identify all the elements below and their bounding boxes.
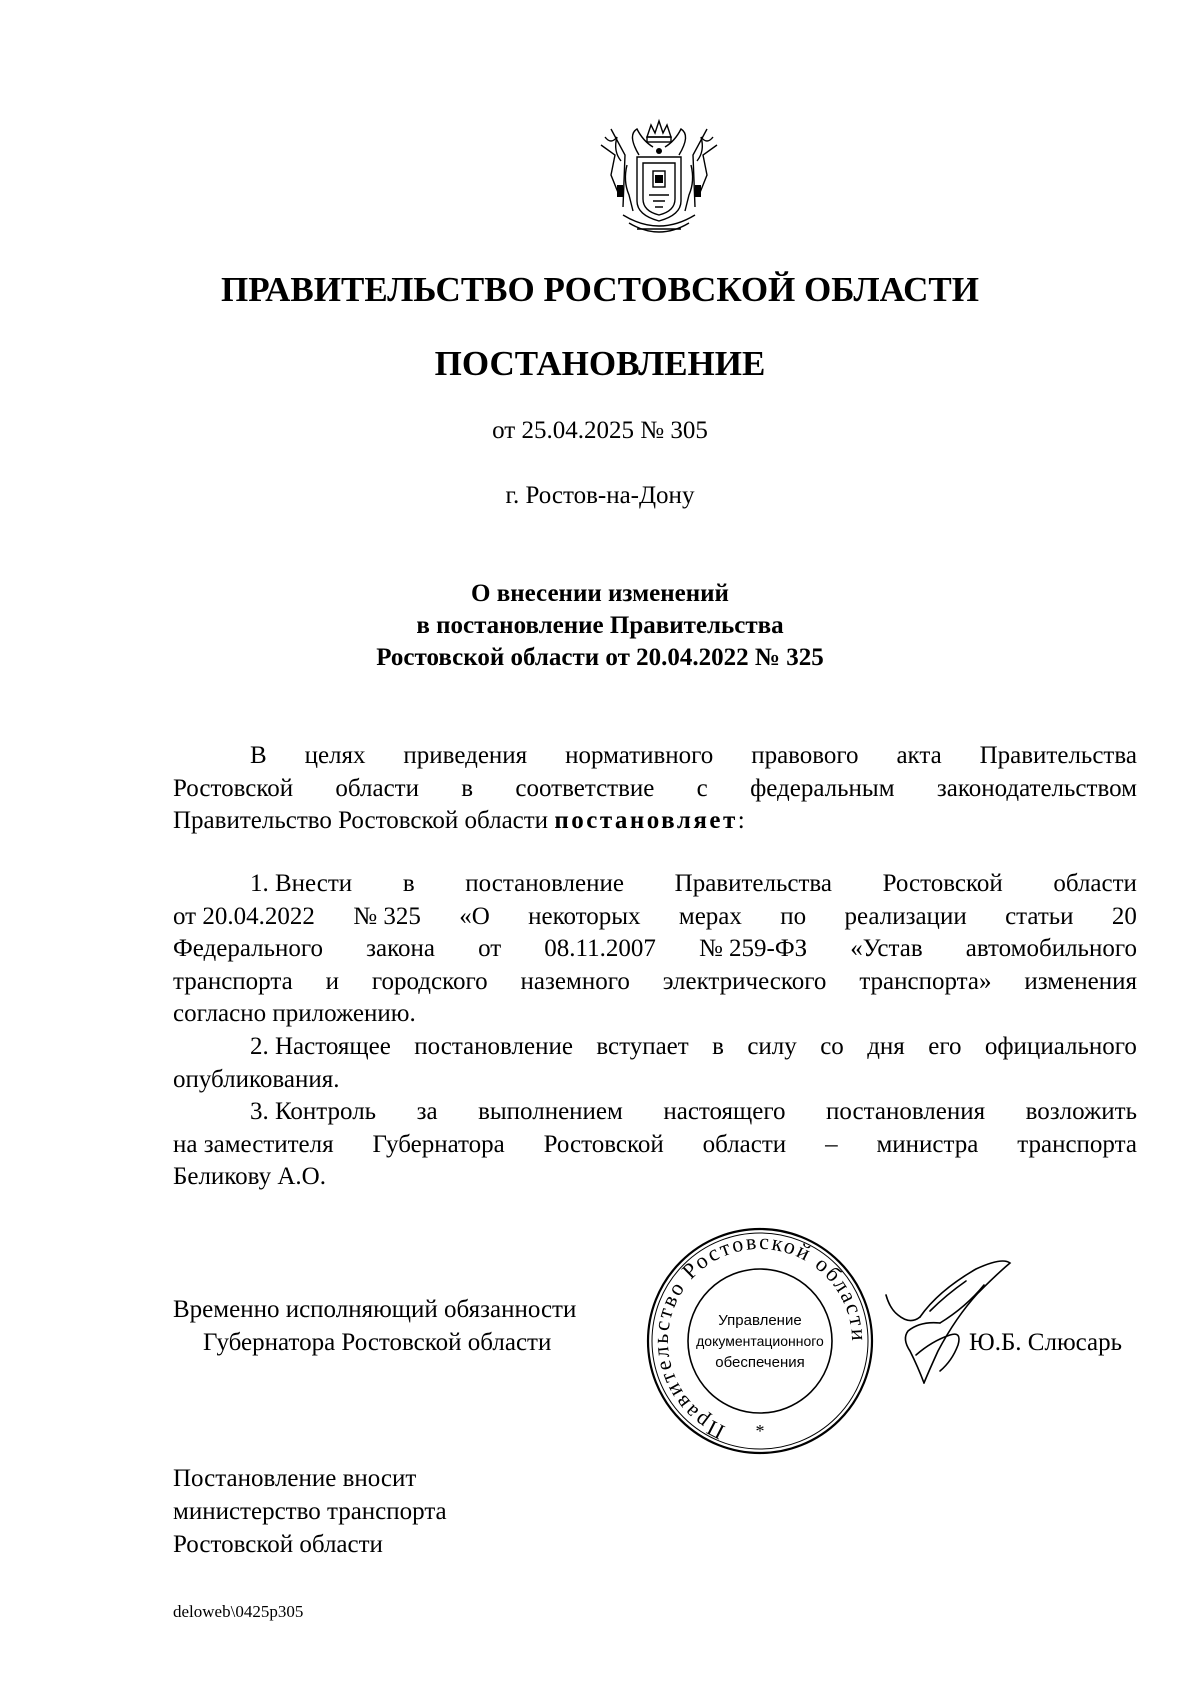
word: соответствие	[515, 774, 655, 802]
word: области	[1053, 870, 1137, 897]
word: Правительства	[979, 742, 1137, 769]
word: городского	[371, 967, 488, 995]
word: «Устав	[850, 935, 923, 962]
word: акта	[896, 742, 942, 769]
word: закона	[366, 935, 435, 962]
word: В	[250, 742, 267, 769]
word: постановления	[826, 1098, 986, 1125]
word: транспорта»	[859, 967, 992, 995]
word: с	[696, 774, 708, 802]
word: «О	[459, 902, 490, 930]
word: мерах	[678, 902, 742, 930]
justified-line	[173, 773, 1137, 806]
official-stamp	[645, 1225, 875, 1457]
justified-line	[173, 1129, 1137, 1162]
word: –	[825, 1130, 838, 1158]
stamp-center-line: Управление	[718, 1312, 802, 1329]
signer-name: Ю.Б. Слюсарь	[969, 1329, 1123, 1356]
justified-line	[173, 901, 1137, 934]
word: за	[416, 1098, 438, 1125]
word: электрического	[662, 967, 827, 995]
word: постановление	[465, 870, 624, 897]
word: Правительства	[674, 870, 832, 897]
word: области	[702, 1130, 787, 1158]
last-line: согласно приложению.	[173, 1000, 416, 1027]
justified-line	[173, 1031, 1137, 1064]
document-type-title: ПОСТАНОВЛЕНИЕ	[434, 344, 766, 383]
word: 1. Внести	[250, 870, 353, 897]
submitter-line: министерство транспорта	[173, 1498, 447, 1525]
word: возложить	[1025, 1098, 1137, 1125]
last-line: опубликования.	[173, 1065, 340, 1093]
document-date-number: от 25.04.2025 № 305	[492, 417, 708, 444]
word: в	[712, 1033, 724, 1060]
stamp-center-line: документационного	[696, 1333, 824, 1349]
word: 3. Контроль	[250, 1098, 377, 1125]
word: от	[478, 935, 502, 962]
word: в	[461, 774, 474, 802]
position-line: Временно исполняющий обязанности	[173, 1296, 577, 1323]
word: 08.11.2007	[544, 935, 656, 962]
decree-keyword: постановляет	[554, 807, 738, 834]
subject-line: в постановление Правительства	[416, 612, 784, 639]
word: правового	[751, 742, 859, 769]
word: Федерального	[173, 935, 324, 962]
word: автомобильного	[965, 935, 1137, 962]
word: транспорта	[173, 967, 293, 995]
word: статьи	[1005, 902, 1074, 930]
word: Ростовской	[173, 774, 294, 802]
submitter-line: Ростовской области	[173, 1531, 383, 1558]
stamp-ring-text: Правительство Ростовской области	[647, 1228, 873, 1445]
word: 20	[1111, 902, 1137, 930]
signatory-position	[173, 1293, 576, 1359]
justified-line	[173, 868, 1137, 901]
word: дня	[867, 1033, 905, 1060]
government-title: ПРАВИТЕЛЬСТВО РОСТОВСКОЙ ОБЛАСТИ	[221, 270, 979, 309]
word: федеральным	[750, 774, 895, 802]
word: на заместителя	[173, 1130, 334, 1158]
word: реализации	[844, 902, 967, 930]
word: 2. Настоящее	[250, 1033, 391, 1060]
file-reference: deloweb\0425p305	[173, 1602, 304, 1621]
submitter-block	[173, 1462, 447, 1561]
word: № 325	[353, 902, 421, 930]
stamp-star: *	[755, 1421, 765, 1441]
word: силу	[747, 1033, 797, 1060]
word: официального	[984, 1033, 1137, 1060]
item-2-paragraph	[173, 1031, 1137, 1096]
justified-line	[173, 1096, 1137, 1129]
item-1-paragraph	[173, 868, 1137, 1031]
word: со	[820, 1033, 844, 1060]
item-3-paragraph	[173, 1096, 1137, 1194]
handwritten-signature	[880, 1255, 1020, 1395]
word: законодательством	[936, 774, 1137, 802]
coat-of-arms-icon	[597, 115, 721, 241]
word: области	[335, 774, 419, 802]
word: нормативного	[565, 742, 714, 769]
subject-line: О внесении изменений	[471, 580, 729, 607]
word: Ростовской	[882, 870, 1003, 897]
document-subject	[0, 578, 1200, 674]
word: Ростовской	[543, 1130, 664, 1158]
word: постановление	[414, 1033, 573, 1060]
word: целях	[304, 742, 366, 769]
word: по	[780, 902, 807, 930]
word: в	[402, 870, 415, 897]
justified-line	[173, 740, 1137, 773]
word: выполнением	[478, 1098, 623, 1125]
word: приведения	[403, 742, 528, 769]
word: некоторых	[528, 902, 641, 930]
document-city: г. Ростов-на-Дону	[505, 482, 695, 509]
preamble-last-line: Правительство Ростовской области постановляет:	[173, 807, 745, 834]
preamble-paragraph	[173, 740, 1137, 838]
subject-line: Ростовской области от 20.04.2022 № 325	[376, 644, 824, 671]
justified-line	[173, 966, 1137, 999]
word: Губернатора	[372, 1130, 505, 1158]
word: и	[325, 967, 339, 995]
word: наземного	[520, 967, 630, 995]
word: настоящего	[663, 1098, 786, 1125]
word: изменения	[1024, 967, 1137, 995]
position-line: Губернатора Ростовской области	[203, 1329, 552, 1356]
word: вступает	[596, 1033, 689, 1060]
word: № 259-ФЗ	[698, 935, 808, 962]
word: его	[928, 1033, 962, 1060]
justified-line	[173, 933, 1137, 966]
submitter-line: Постановление вносит	[173, 1465, 417, 1492]
word: транспорта	[1017, 1130, 1137, 1158]
word: министра	[876, 1130, 979, 1158]
word: от 20.04.2022	[173, 902, 315, 930]
last-line: Беликову А.О.	[173, 1163, 326, 1190]
stamp-center-line: обеспечения	[715, 1354, 805, 1371]
